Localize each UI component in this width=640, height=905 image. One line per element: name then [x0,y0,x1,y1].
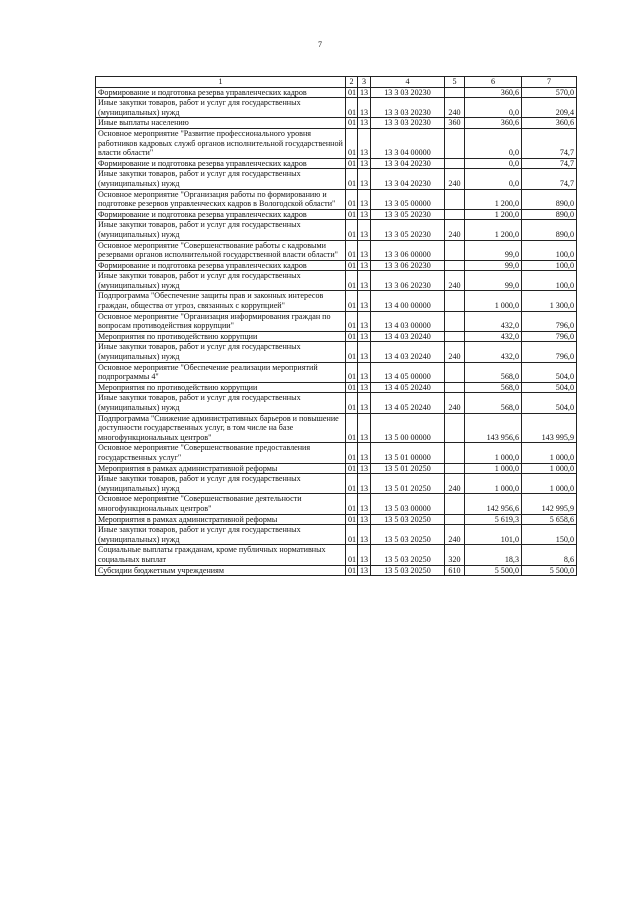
amount-col7-cell: 1 300,0 [522,291,577,311]
section-code-cell: 01 [346,118,358,129]
amount-col7-cell: 890,0 [522,189,577,209]
expense-type-cell: 240 [445,474,465,494]
target-article-cell: 13 4 03 00000 [371,311,445,331]
amount-col6-cell: 568,0 [465,362,522,382]
target-article-cell: 13 5 00 00000 [371,413,445,443]
table-row [96,209,577,220]
row-name-cell: Иные закупки товаров, работ и услуг для государственных (муниципальных) нужд [96,393,346,413]
amount-col7-cell: 150,0 [522,525,577,545]
table-row [96,260,577,271]
amount-col7-cell: 504,0 [522,362,577,382]
amount-col7-cell: 504,0 [522,393,577,413]
header-cell: 1 [96,77,346,88]
table-row [96,525,577,545]
section-code-cell: 01 [346,209,358,220]
expense-type-cell [445,413,465,443]
target-article-cell: 13 3 04 20230 [371,158,445,169]
section-code-cell: 01 [346,331,358,342]
amount-col7-cell: 5 500,0 [522,565,577,576]
expense-type-cell [445,311,465,331]
table-row [96,342,577,362]
table-row [96,474,577,494]
table-row [96,565,577,576]
amount-col7-cell: 143 995,9 [522,413,577,443]
row-name-cell: Основное мероприятие "Развитие профессионального уровня работников кадровых служб органов исполнительной государственной власти области" [96,128,346,158]
amount-col6-cell: 432,0 [465,311,522,331]
row-name-cell: Основное мероприятие "Организация информирования граждан по вопросам противодействия коррупции" [96,311,346,331]
subsection-code-cell: 13 [358,189,371,209]
row-name-cell: Иные закупки товаров, работ и услуг для государственных (муниципальных) нужд [96,220,346,240]
row-name-cell: Мероприятия в рамках административной реформы [96,514,346,525]
row-name-cell: Иные закупки товаров, работ и услуг для государственных (муниципальных) нужд [96,474,346,494]
section-code-cell: 01 [346,169,358,189]
expense-type-cell [445,209,465,220]
amount-col6-cell: 432,0 [465,342,522,362]
target-article-cell: 13 4 03 20240 [371,331,445,342]
subsection-code-cell: 13 [358,311,371,331]
row-name-cell: Мероприятия в рамках административной реформы [96,463,346,474]
amount-col7-cell: 796,0 [522,331,577,342]
target-article-cell: 13 3 03 20230 [371,87,445,98]
row-name-cell: Основное мероприятие "Организация работы по формированию и подготовке резервов управленческих кадров в Вологодской области" [96,189,346,209]
table-row [96,98,577,118]
row-name-cell: Субсидии бюджетным учреждениям [96,565,346,576]
target-article-cell: 13 3 05 20230 [371,220,445,240]
header-cell: 3 [358,77,371,88]
amount-col7-cell: 5 658,6 [522,514,577,525]
page-number: 7 [318,40,322,49]
target-article-cell: 13 5 03 20250 [371,565,445,576]
amount-col6-cell: 360,6 [465,87,522,98]
table-header-row [96,77,577,88]
amount-col6-cell: 5 500,0 [465,565,522,576]
expense-type-cell: 360 [445,118,465,129]
target-article-cell: 13 4 05 20240 [371,393,445,413]
table-row [96,169,577,189]
row-name-cell: Формирование и подготовка резерва управленческих кадров [96,158,346,169]
expense-type-cell [445,382,465,393]
section-code-cell: 01 [346,311,358,331]
expense-type-cell [445,87,465,98]
subsection-code-cell: 13 [358,494,371,514]
expense-type-cell [445,189,465,209]
target-article-cell: 13 3 05 00000 [371,189,445,209]
amount-col7-cell: 74,7 [522,169,577,189]
subsection-code-cell: 13 [358,413,371,443]
expense-type-cell [445,128,465,158]
table-row [96,494,577,514]
expense-type-cell [445,443,465,463]
section-code-cell: 01 [346,382,358,393]
amount-col6-cell: 18,3 [465,545,522,565]
section-code-cell: 01 [346,271,358,291]
table-row [96,393,577,413]
header-cell: 5 [445,77,465,88]
table-row [96,514,577,525]
expense-type-cell [445,514,465,525]
row-name-cell: Основное мероприятие "Совершенствование деятельности многофункциональных центров" [96,494,346,514]
subsection-code-cell: 13 [358,514,371,525]
section-code-cell: 01 [346,463,358,474]
amount-col6-cell: 99,0 [465,240,522,260]
section-code-cell: 01 [346,98,358,118]
subsection-code-cell: 13 [358,209,371,220]
target-article-cell: 13 4 05 00000 [371,362,445,382]
subsection-code-cell: 13 [358,291,371,311]
row-name-cell: Основное мероприятие "Обеспечение реализации мероприятий подпрограммы 4" [96,362,346,382]
expense-type-cell: 240 [445,169,465,189]
table-row [96,413,577,443]
section-code-cell: 01 [346,158,358,169]
subsection-code-cell: 13 [358,443,371,463]
target-article-cell: 13 3 03 20230 [371,98,445,118]
amount-col7-cell: 1 000,0 [522,463,577,474]
table-row [96,189,577,209]
target-article-cell: 13 5 01 20250 [371,463,445,474]
amount-col6-cell: 1 000,0 [465,474,522,494]
expense-type-cell: 240 [445,342,465,362]
expense-type-cell: 240 [445,220,465,240]
amount-col7-cell: 796,0 [522,342,577,362]
amount-col6-cell: 568,0 [465,382,522,393]
target-article-cell: 13 3 03 20230 [371,118,445,129]
expense-type-cell: 240 [445,98,465,118]
expense-type-cell [445,158,465,169]
table-row [96,240,577,260]
expense-type-cell [445,463,465,474]
amount-col6-cell: 142 956,6 [465,494,522,514]
target-article-cell: 13 3 06 20230 [371,271,445,291]
table-row [96,362,577,382]
subsection-code-cell: 13 [358,220,371,240]
budget-table [95,76,577,576]
subsection-code-cell: 13 [358,545,371,565]
expense-type-cell: 610 [445,565,465,576]
row-name-cell: Иные закупки товаров, работ и услуг для государственных (муниципальных) нужд [96,525,346,545]
row-name-cell: Основное мероприятие "Совершенствование работы с кадровыми резервами органов исполнительной государственной власти области" [96,240,346,260]
target-article-cell: 13 5 01 00000 [371,443,445,463]
amount-col6-cell: 360,6 [465,118,522,129]
section-code-cell: 01 [346,362,358,382]
amount-col6-cell: 1 200,0 [465,189,522,209]
table-row [96,382,577,393]
section-code-cell: 01 [346,128,358,158]
header-cell: 7 [522,77,577,88]
row-name-cell: Мероприятия по противодействию коррупции [96,331,346,342]
section-code-cell: 01 [346,291,358,311]
table-row [96,443,577,463]
table-row [96,545,577,565]
row-name-cell: Иные закупки товаров, работ и услуг для государственных (муниципальных) нужд [96,342,346,362]
row-name-cell: Подпрограмма "Обеспечение защиты прав и законных интересов граждан, общества от угроз, связанных с коррупцией" [96,291,346,311]
subsection-code-cell: 13 [358,87,371,98]
amount-col6-cell: 1 000,0 [465,443,522,463]
table-row [96,118,577,129]
target-article-cell: 13 5 03 00000 [371,494,445,514]
subsection-code-cell: 13 [358,260,371,271]
target-article-cell: 13 4 00 00000 [371,291,445,311]
row-name-cell: Формирование и подготовка резерва управленческих кадров [96,260,346,271]
expense-type-cell [445,494,465,514]
section-code-cell: 01 [346,87,358,98]
row-name-cell: Формирование и подготовка резерва управленческих кадров [96,209,346,220]
table-row [96,311,577,331]
section-code-cell: 01 [346,413,358,443]
amount-col6-cell: 1 200,0 [465,220,522,240]
expense-type-cell: 240 [445,271,465,291]
section-code-cell: 01 [346,494,358,514]
subsection-code-cell: 13 [358,393,371,413]
target-article-cell: 13 3 04 20230 [371,169,445,189]
amount-col7-cell: 570,0 [522,87,577,98]
section-code-cell: 01 [346,260,358,271]
expense-type-cell: 240 [445,525,465,545]
header-cell: 2 [346,77,358,88]
row-name-cell: Иные выплаты населению [96,118,346,129]
target-article-cell: 13 5 03 20250 [371,514,445,525]
header-cell: 4 [371,77,445,88]
row-name-cell: Иные закупки товаров, работ и услуг для государственных (муниципальных) нужд [96,169,346,189]
header-cell: 6 [465,77,522,88]
expense-type-cell: 320 [445,545,465,565]
row-name-cell: Подпрограмма "Снижение административных барьеров и повышение доступности государственных услуг, в том числе на базе многофункциональных центров" [96,413,346,443]
subsection-code-cell: 13 [358,240,371,260]
subsection-code-cell: 13 [358,118,371,129]
subsection-code-cell: 13 [358,525,371,545]
amount-col6-cell: 0,0 [465,158,522,169]
section-code-cell: 01 [346,565,358,576]
expense-type-cell: 240 [445,393,465,413]
subsection-code-cell: 13 [358,342,371,362]
expense-type-cell [445,291,465,311]
expense-type-cell [445,240,465,260]
table-row [96,158,577,169]
table-row [96,463,577,474]
amount-col6-cell: 0,0 [465,98,522,118]
target-article-cell: 13 5 01 20250 [371,474,445,494]
subsection-code-cell: 13 [358,362,371,382]
section-code-cell: 01 [346,443,358,463]
amount-col6-cell: 1 200,0 [465,209,522,220]
section-code-cell: 01 [346,240,358,260]
subsection-code-cell: 13 [358,331,371,342]
row-name-cell: Социальные выплаты гражданам, кроме публичных нормативных социальных выплат [96,545,346,565]
table-row [96,331,577,342]
amount-col6-cell: 99,0 [465,260,522,271]
target-article-cell: 13 5 03 20250 [371,525,445,545]
amount-col7-cell: 504,0 [522,382,577,393]
section-code-cell: 01 [346,525,358,545]
table-row [96,220,577,240]
amount-col7-cell: 360,6 [522,118,577,129]
amount-col6-cell: 1 000,0 [465,291,522,311]
section-code-cell: 01 [346,189,358,209]
amount-col7-cell: 74,7 [522,128,577,158]
table-row [96,128,577,158]
subsection-code-cell: 13 [358,463,371,474]
subsection-code-cell: 13 [358,271,371,291]
subsection-code-cell: 13 [358,474,371,494]
amount-col6-cell: 568,0 [465,393,522,413]
amount-col7-cell: 100,0 [522,271,577,291]
amount-col7-cell: 8,6 [522,545,577,565]
amount-col6-cell: 101,0 [465,525,522,545]
target-article-cell: 13 4 03 20240 [371,342,445,362]
row-name-cell: Иные закупки товаров, работ и услуг для государственных (муниципальных) нужд [96,98,346,118]
amount-col7-cell: 1 000,0 [522,443,577,463]
amount-col6-cell: 0,0 [465,169,522,189]
target-article-cell: 13 3 06 20230 [371,260,445,271]
amount-col6-cell: 99,0 [465,271,522,291]
subsection-code-cell: 13 [358,158,371,169]
subsection-code-cell: 13 [358,382,371,393]
amount-col7-cell: 100,0 [522,240,577,260]
amount-col6-cell: 432,0 [465,331,522,342]
section-code-cell: 01 [346,545,358,565]
table-row [96,291,577,311]
amount-col6-cell: 143 956,6 [465,413,522,443]
amount-col7-cell: 1 000,0 [522,474,577,494]
subsection-code-cell: 13 [358,169,371,189]
expense-type-cell [445,362,465,382]
section-code-cell: 01 [346,342,358,362]
amount-col7-cell: 100,0 [522,260,577,271]
expense-type-cell [445,260,465,271]
expense-type-cell [445,331,465,342]
section-code-cell: 01 [346,514,358,525]
row-name-cell: Мероприятия по противодействию коррупции [96,382,346,393]
target-article-cell: 13 4 05 20240 [371,382,445,393]
table-row [96,87,577,98]
amount-col6-cell: 5 619,3 [465,514,522,525]
target-article-cell: 13 3 06 00000 [371,240,445,260]
amount-col7-cell: 890,0 [522,209,577,220]
row-name-cell: Формирование и подготовка резерва управленческих кадров [96,87,346,98]
table-row [96,271,577,291]
section-code-cell: 01 [346,220,358,240]
section-code-cell: 01 [346,393,358,413]
subsection-code-cell: 13 [358,128,371,158]
amount-col6-cell: 1 000,0 [465,463,522,474]
subsection-code-cell: 13 [358,565,371,576]
amount-col6-cell: 0,0 [465,128,522,158]
target-article-cell: 13 3 05 20230 [371,209,445,220]
row-name-cell: Иные закупки товаров, работ и услуг для государственных (муниципальных) нужд [96,271,346,291]
amount-col7-cell: 142 995,9 [522,494,577,514]
amount-col7-cell: 796,0 [522,311,577,331]
section-code-cell: 01 [346,474,358,494]
amount-col7-cell: 209,4 [522,98,577,118]
target-article-cell: 13 5 03 20250 [371,545,445,565]
amount-col7-cell: 890,0 [522,220,577,240]
row-name-cell: Основное мероприятие "Совершенствование предоставления государственных услуг" [96,443,346,463]
subsection-code-cell: 13 [358,98,371,118]
amount-col7-cell: 74,7 [522,158,577,169]
target-article-cell: 13 3 04 00000 [371,128,445,158]
